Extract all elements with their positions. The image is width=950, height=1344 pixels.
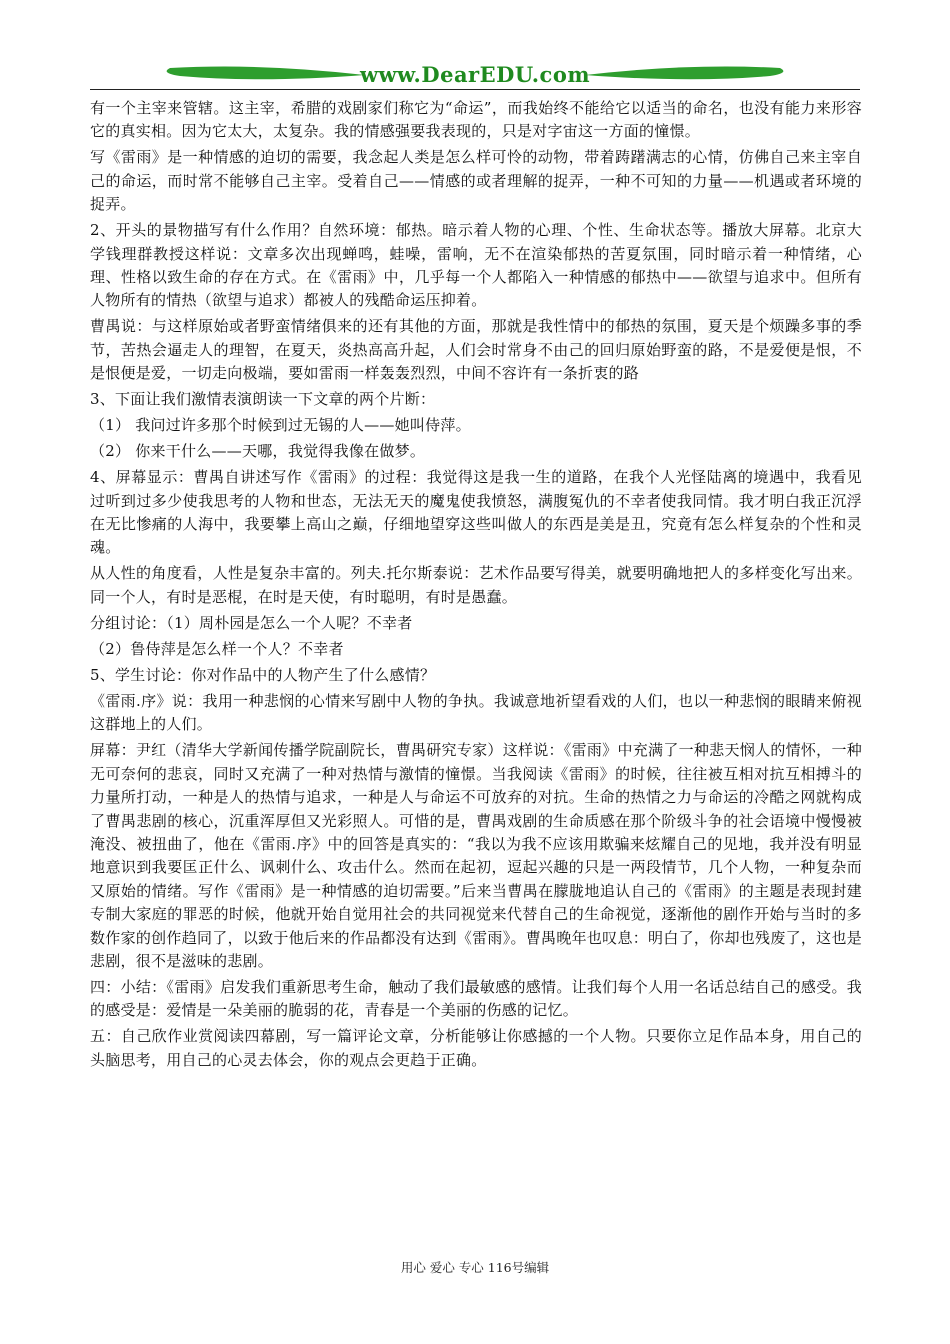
paragraph: 有一个主宰来管辖。这主宰，希腊的戏剧家们称它为“命运”，而我始终不能给它以适当的命名，也没有能力来形容它的真实相。因为它太大，太复杂。我的情感强要我表现的，只是对字宙这一方面的憧憬。 — [90, 99, 862, 141]
paragraph: 从人性的角度看，人性是复杂丰富的。列夫.托尔斯泰说：艺术作品要写得美，就要明确地把人的多样变化写出来。同一个人，有时是恶棍，在时是天使，有时聪明，有时是愚蠢。 — [90, 564, 862, 606]
paragraph: 4、屏幕显示：曹禺自讲述写作《雷雨》的过程：我觉得这是我一生的道路，在我个人光怪陆离的境遇中，我看见过听到过多少使我思考的人物和世态，无法无天的魔鬼使我愤怒，满腹冤仇的不幸者使我同情。我才明白我正沉浮在无比惨痛的人海中，我要攀上高山之巅，仔细地望穿这些叫做人的东西是美是丑，究竟有怎么样复杂的个性和灵魂。 — [90, 468, 862, 557]
paragraph: 写《雷雨》是一种情感的迫切的需要，我念起人类是怎么样可怜的动物，带着踌躇满志的心情，仿佛自己来主宰自己的命运，而时常不能够自己主宰。受着自己——情感的或者理解的捉弄，一种不可知的力量——机遇或者环境的捉弄。 — [90, 148, 862, 214]
paragraph: 3、下面让我们激情表演朗读一下文章的两个片断： — [90, 390, 436, 409]
paragraph: （1） 我问过许多那个时候到过无锡的人——她叫侍萍。 — [90, 416, 471, 435]
paragraph: 5、学生讨论：你对作品中的人物产生了什么感情？ — [90, 665, 436, 684]
paragraph: 2、开头的景物描写有什么作用？自然环境：郁热。暗示着人物的心理、个性、生命状态等。播放大屏幕。北京大学钱理群教授这样说：文章多次出现蝉鸣，蛙噪，雷响，无不在渲染郁热的苦夏氛围，同时暗示着一种情绪，心理、性格以致生命的存在方式。在《雷雨》中，几乎每一个人都陷入一种情感的郁热中——欲望与追求中。但所有人物所有的情热（欲望与追求）都被人的残酷命运压抑着。 — [90, 221, 862, 310]
paragraph: 四：小结：《雷雨》启发我们重新思考生命，触动了我们最敏感的感情。让我们每个人用一名话总结自己的感受。我的感受是：爱情是一朵美丽的脆弱的花，青春是一个美丽的伤感的记忆。 — [90, 977, 862, 1020]
paragraph: 分组讨论：（1）周朴园是怎么一个人呢？不幸者 — [90, 613, 413, 632]
document-body — [90, 97, 862, 1075]
paragraph: 《雷雨.序》说：我用一种悲悯的心情来写剧中人物的争执。我诚意地祈望看戏的人们，也以一种悲悯的眼睛来俯视这群地上的人们。 — [90, 691, 862, 734]
paragraph: （2） 你来干什么——天哪，我觉得我像在做梦。 — [90, 442, 426, 461]
paragraph: （2）鲁侍萍是怎么样一个人？不幸者 — [90, 639, 344, 658]
paragraph: 五：自己欣作业赏阅读四幕剧，写一篇评论文章，分析能够让你感撼的一个人物。只要你立足作品本身，用自己的头脑思考，用自己的心灵去体会，你的观点会更趋于正确。 — [90, 1027, 862, 1069]
paragraph: 屏幕：尹红（清华大学新闻传播学院副院长，曹禺研究专家）这样说：《雷雨》中充满了一种悲天悯人的情怀，一种无可奈何的悲哀，同时又充满了一种对热情与激情的憧憬。当我阅读《雷雨》的时候，往往被互相对抗互相搏斗的力量所打动，一种是人的热情与追求，一种是人与命运不可放弃的对抗。生命的热情之力与命运的冷酷之网就构成了曹禺悲剧的核心，沉重浑厚但又光彩照人。可惜的是，曹禺戏剧的生命质感在那个阶级斗争的社会语境中慢慢被淹没、被扭曲了，他在《雷雨.序》中的回答是真实的：“我以为我不应该用欺骗来炫耀自己的见地，我并没有明显地意识到我要匡正什么、讽刺什么、攻击什么。然而在起初，逗起兴趣的只是一两段情节，几个人物，一种复杂而又原始的情绪。写作《雷雨》是一种情感的迫切需要。”后来当曹禺在朦胧地追认自己的《雷雨》的主题是表现封建专制大家庭的罪恶的时候，他就开始自觉用社会的共同视觉来代替自己的生命视觉，逐渐他的剧作开始与当时的多数作家的创作趋同了，以致于他后来的作品都没有达到《雷雨》。曹禺晚年也叹息：明白了，你却也残废了，这也是悲剧，很不是滋味的悲剧。 — [90, 741, 862, 970]
page-footer: 用心 爱心 专心 116号编辑 — [400, 1260, 550, 1275]
site-logo-text[interactable]: www.DearEDU.com — [359, 62, 591, 87]
paragraph: 曹禺说：与这样原始或者野蛮情绪俱来的还有其他的方面，那就是我性情中的郁热的氛围，夏天是个烦躁多事的季节，苦热会逼走人的理智，在夏天，炎热高高升起，人们会时常身不由己的回归原始野蛮的路，不是爱便是恨，不是恨便是爱，一切走向极端，要如雷雨一样轰轰烈烈，中间不容许有一条折衷的路 — [90, 317, 862, 383]
header-divider — [90, 89, 860, 90]
